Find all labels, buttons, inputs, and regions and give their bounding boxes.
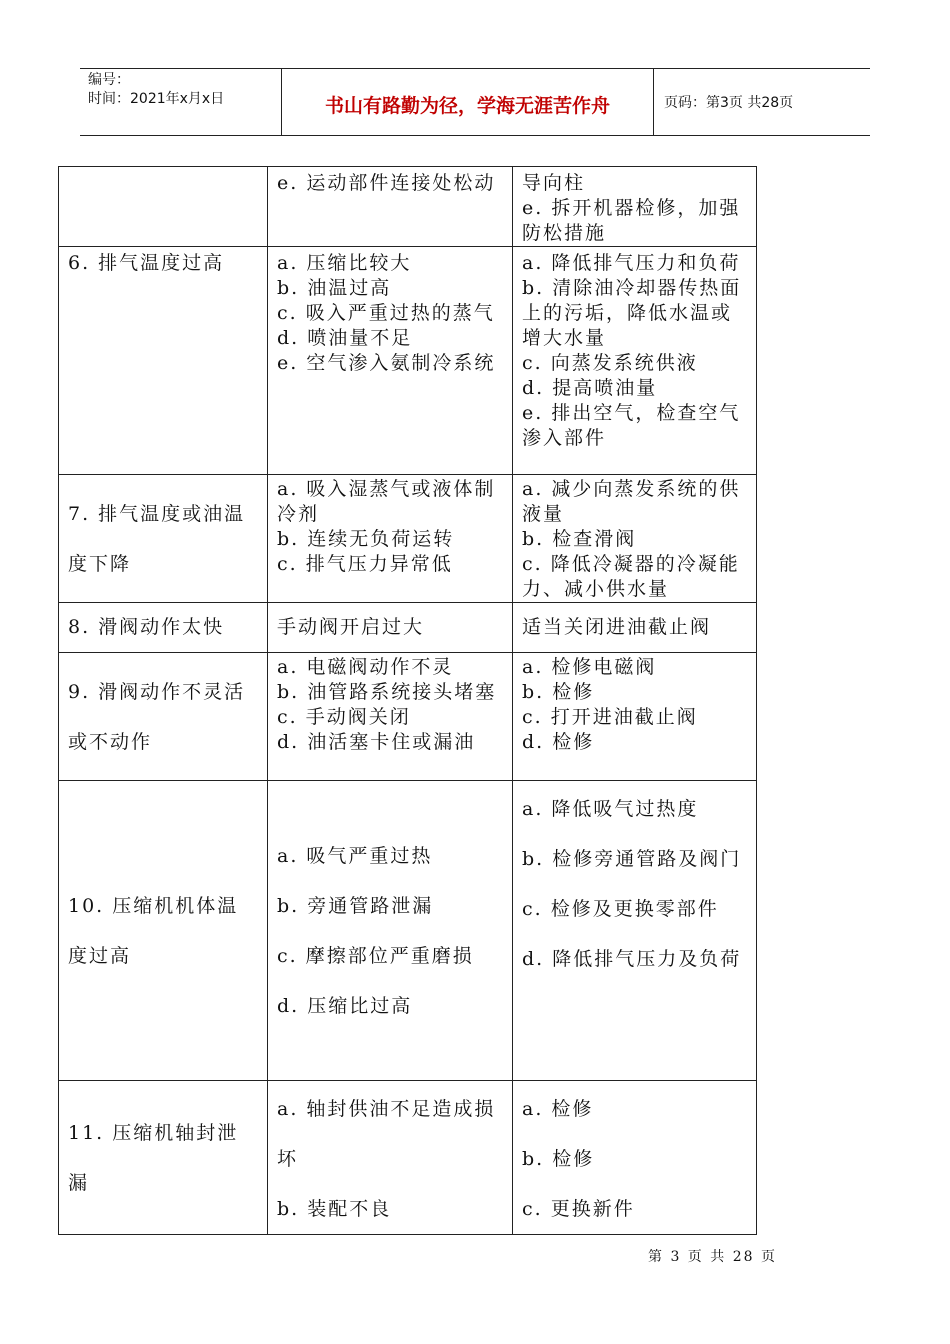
cause-line: a. 压缩比较大 bbox=[277, 252, 412, 274]
cause-line: c. 吸入严重过热的蒸气 bbox=[277, 302, 495, 324]
remedy-line: a. 检修电磁阀 bbox=[522, 656, 657, 678]
remedy-line: c. 检修及更换零部件 bbox=[522, 898, 719, 920]
table-row bbox=[59, 781, 757, 1081]
cause-line: d. 油活塞卡住或漏油 bbox=[277, 731, 476, 753]
fault-label: 10. 压缩机机体温度过高 bbox=[68, 894, 239, 967]
table-row bbox=[59, 247, 757, 475]
cause-line: b. 油温过高 bbox=[277, 277, 392, 299]
fault-cell bbox=[59, 603, 268, 653]
remedy-line: c. 打开进油截止阀 bbox=[522, 706, 698, 728]
cause-line: c. 手动阀关闭 bbox=[277, 706, 411, 728]
fault-cell bbox=[59, 247, 268, 475]
fault-cell bbox=[59, 653, 268, 781]
header-page-info: 页码：第3页 共28页 bbox=[664, 95, 794, 111]
remedy-cell bbox=[513, 653, 757, 781]
remedy-line: b. 检修旁通管路及阀门 bbox=[522, 848, 742, 870]
remedy-line: b. 检修 bbox=[522, 681, 595, 703]
remedy-line: c. 更换新件 bbox=[522, 1198, 635, 1220]
remedy-cell bbox=[513, 475, 757, 603]
fault-cell bbox=[59, 1081, 268, 1235]
remedy-line: e. 排出空气，检查空气渗入部件 bbox=[522, 402, 741, 449]
remedy-line: b. 检查滑阀 bbox=[522, 528, 637, 550]
remedy-line: 导向柱 bbox=[522, 172, 586, 194]
cause-line: b. 油管路系统接头堵塞 bbox=[277, 681, 497, 703]
remedy-line: a. 减少向蒸发系统的供液量 bbox=[522, 478, 741, 525]
cause-line: c. 排气压力异常低 bbox=[277, 553, 453, 575]
fault-cell bbox=[59, 781, 268, 1081]
remedy-line: d. 降低排气压力及负荷 bbox=[522, 948, 742, 970]
remedy-cell bbox=[513, 247, 757, 475]
cause-cell bbox=[268, 475, 513, 603]
fault-cell bbox=[59, 475, 268, 603]
fault-label: 9. 滑阀动作不灵活或不动作 bbox=[68, 680, 246, 753]
cause-line: 手动阀开启过大 bbox=[277, 616, 425, 638]
cause-line: d. 压缩比过高 bbox=[277, 994, 413, 1017]
table-row bbox=[59, 475, 757, 603]
remedy-line: d. 检修 bbox=[522, 731, 595, 753]
cause-line: a. 吸入湿蒸气或液体制冷剂 bbox=[277, 478, 496, 525]
remedy-cell bbox=[513, 167, 757, 247]
cause-line: d. 喷油量不足 bbox=[277, 327, 413, 349]
fault-label: 8. 滑阀动作太快 bbox=[68, 616, 225, 638]
cause-cell bbox=[268, 1081, 513, 1235]
cause-cell bbox=[268, 603, 513, 653]
table-row bbox=[59, 167, 757, 247]
remedy-cell bbox=[513, 1081, 757, 1235]
table-row bbox=[59, 603, 757, 653]
table-row bbox=[59, 653, 757, 781]
document-time-label: 时间：2021年x月x日 bbox=[88, 91, 225, 107]
fault-label: 11. 压缩机轴封泄漏 bbox=[68, 1121, 239, 1194]
cause-line: a. 轴封供油不足造成损坏 bbox=[277, 1098, 496, 1170]
fault-cell bbox=[59, 167, 268, 247]
cause-cell bbox=[268, 781, 513, 1081]
cause-line: e. 运动部件连接处松动 bbox=[277, 172, 496, 194]
cause-line: b. 旁通管路泄漏 bbox=[277, 894, 434, 917]
remedy-line: b. 检修 bbox=[522, 1148, 595, 1170]
cause-line: e. 空气渗入氨制冷系统 bbox=[277, 352, 496, 374]
table-row bbox=[59, 1081, 757, 1235]
remedy-line: a. 检修 bbox=[522, 1098, 594, 1120]
remedy-line: e. 拆开机器检修，加强防松措施 bbox=[522, 197, 741, 244]
cause-cell bbox=[268, 167, 513, 247]
remedy-line: a. 降低吸气过热度 bbox=[522, 798, 699, 820]
cause-line: b. 连续无负荷运转 bbox=[277, 528, 455, 550]
fault-label: 7. 排气温度或油温度下降 bbox=[68, 502, 246, 575]
cause-line: b. 装配不良 bbox=[277, 1198, 392, 1220]
remedy-line: a. 降低排气压力和负荷 bbox=[522, 252, 741, 274]
page-footer: 第 3 页 共 28 页 bbox=[648, 1249, 777, 1265]
remedy-line: c. 降低冷凝器的冷凝能力、减小供水量 bbox=[522, 553, 740, 600]
page-header bbox=[80, 68, 870, 136]
cause-cell bbox=[268, 653, 513, 781]
fault-label: 6. 排气温度过高 bbox=[68, 252, 225, 274]
cause-cell bbox=[268, 247, 513, 475]
cause-line: a. 吸气严重过热 bbox=[277, 844, 433, 867]
header-meta bbox=[80, 69, 282, 135]
header-motto: 书山有路勤为径，学海无涯苦作舟 bbox=[282, 69, 654, 135]
remedy-line: c. 向蒸发系统供液 bbox=[522, 352, 698, 374]
document-number-label: 编号： bbox=[88, 72, 130, 88]
remedy-line: b. 清除油冷却器传热面上的污垢，降低水温或增大水量 bbox=[522, 277, 742, 349]
cause-line: c. 摩擦部位严重磨损 bbox=[277, 944, 474, 967]
remedy-line: 适当关闭进油截止阀 bbox=[522, 616, 712, 638]
cause-line: a. 电磁阀动作不灵 bbox=[277, 656, 454, 678]
fault-table bbox=[58, 166, 757, 1235]
remedy-cell bbox=[513, 781, 757, 1081]
remedy-cell bbox=[513, 603, 757, 653]
remedy-line: d. 提高喷油量 bbox=[522, 377, 658, 399]
